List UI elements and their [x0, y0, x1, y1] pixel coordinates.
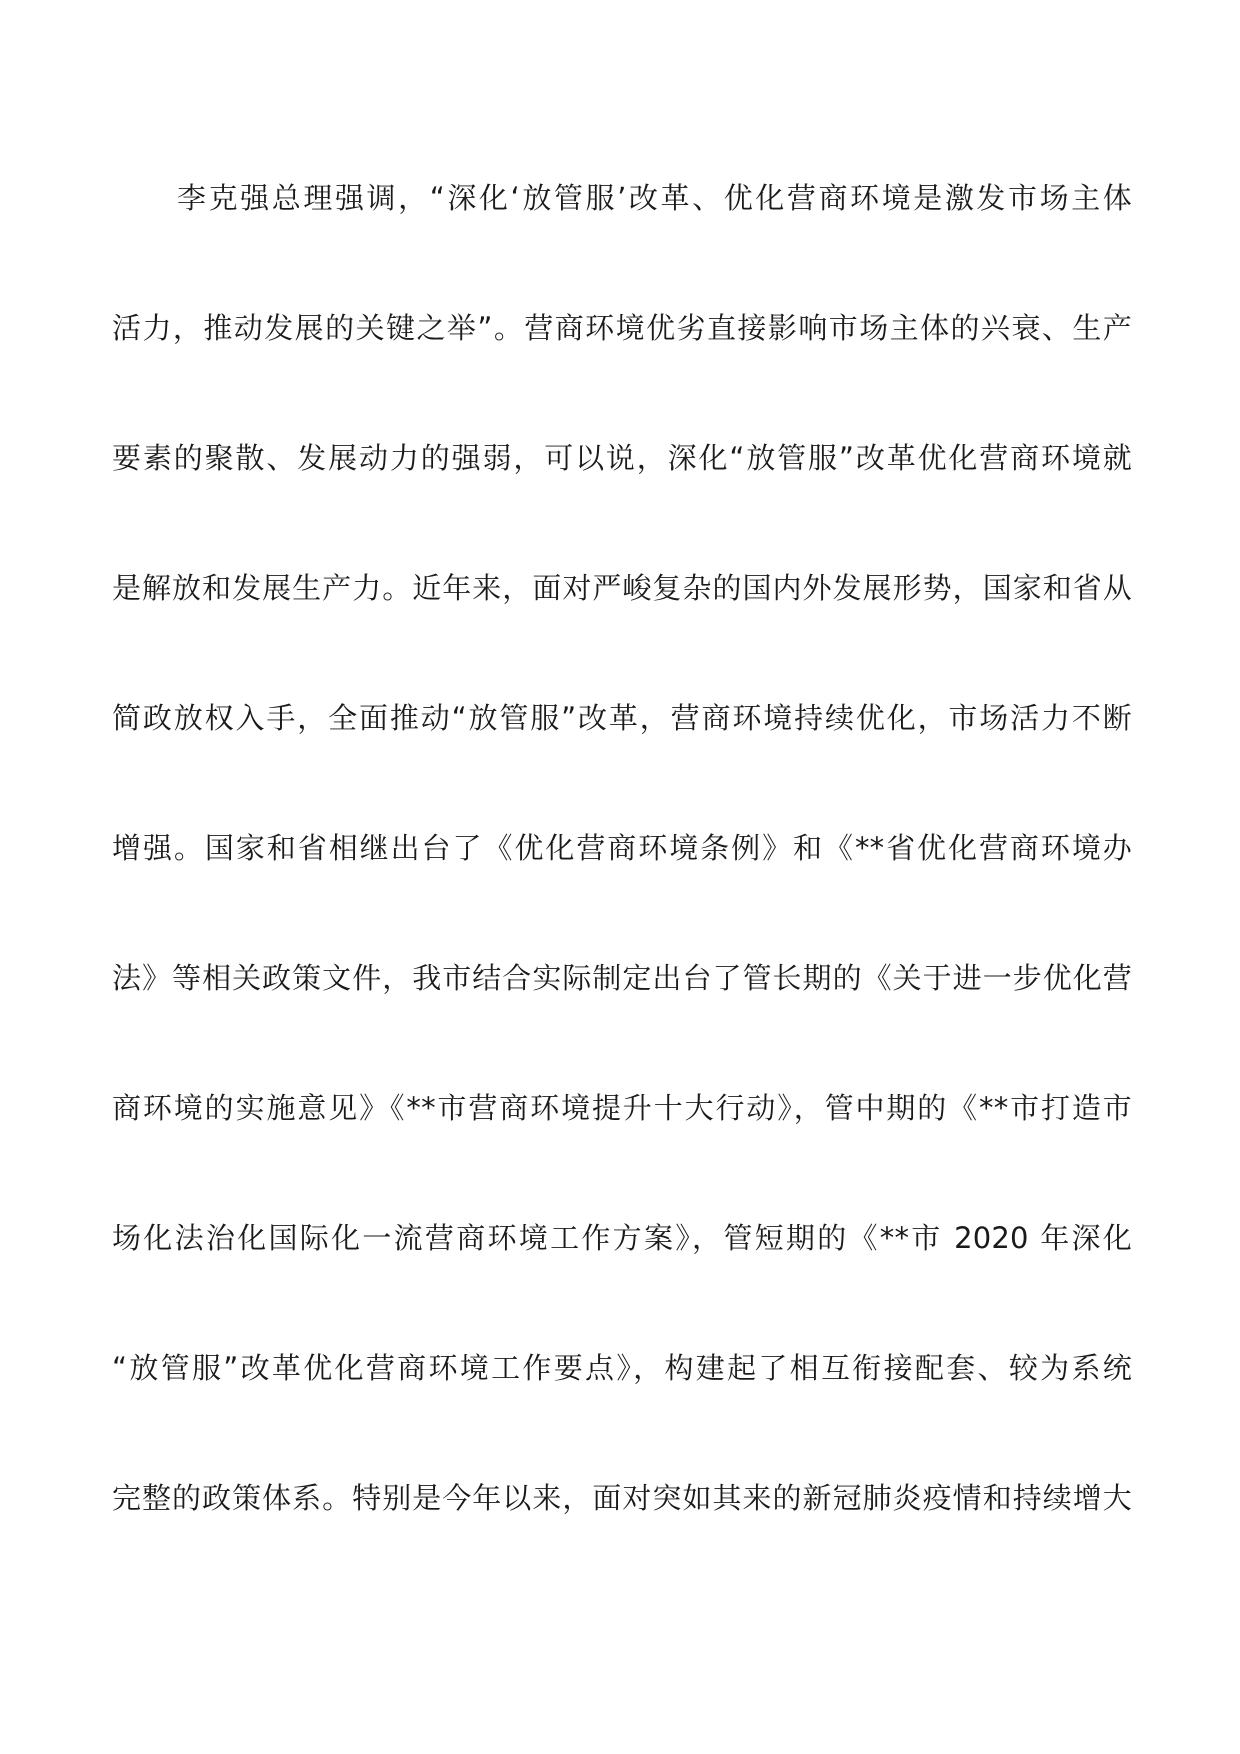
paragraph-line-1: 李克强总理强调，“深化‘放管服’改革、优化营商环境是激发市场主体	[177, 181, 1132, 215]
paragraph-line-5: 简政放权入手，全面推动“放管服”改革，营商环境持续优化，市场活力不断	[112, 701, 1132, 735]
paragraph-line-9: 场化法治化国际化一流营商环境工作方案》，管短期的《**市 2020 年深化	[112, 1221, 1132, 1255]
paragraph-line-11: 完整的政策体系。特别是今年以来，面对突如其来的新冠肺炎疫情和持续增大	[112, 1481, 1132, 1515]
paragraph-line-6: 增强。国家和省相继出台了《优化营商环境条例》和《**省优化营商环境办	[112, 831, 1132, 865]
paragraph-line-7: 法》等相关政策文件，我市结合实际制定出台了管长期的《关于进一步优化营	[112, 961, 1132, 995]
paragraph-line-3: 要素的聚散、发展动力的强弱，可以说，深化“放管服”改革优化营商环境就	[112, 441, 1132, 475]
paragraph-line-10: “放管服”改革优化营商环境工作要点》，构建起了相互衔接配套、较为系统	[112, 1351, 1132, 1385]
paragraph-line-8: 商环境的实施意见》《**市营商环境提升十大行动》，管中期的《**市打造市	[112, 1091, 1132, 1125]
body-paragraph	[112, 168, 1132, 1598]
paragraph-line-4: 是解放和发展生产力。近年来，面对严峻复杂的国内外发展形势，国家和省从	[112, 571, 1132, 605]
paragraph-line-2: 活力，推动发展的关键之举”。营商环境优劣直接影响市场主体的兴衰、生产	[112, 311, 1132, 345]
